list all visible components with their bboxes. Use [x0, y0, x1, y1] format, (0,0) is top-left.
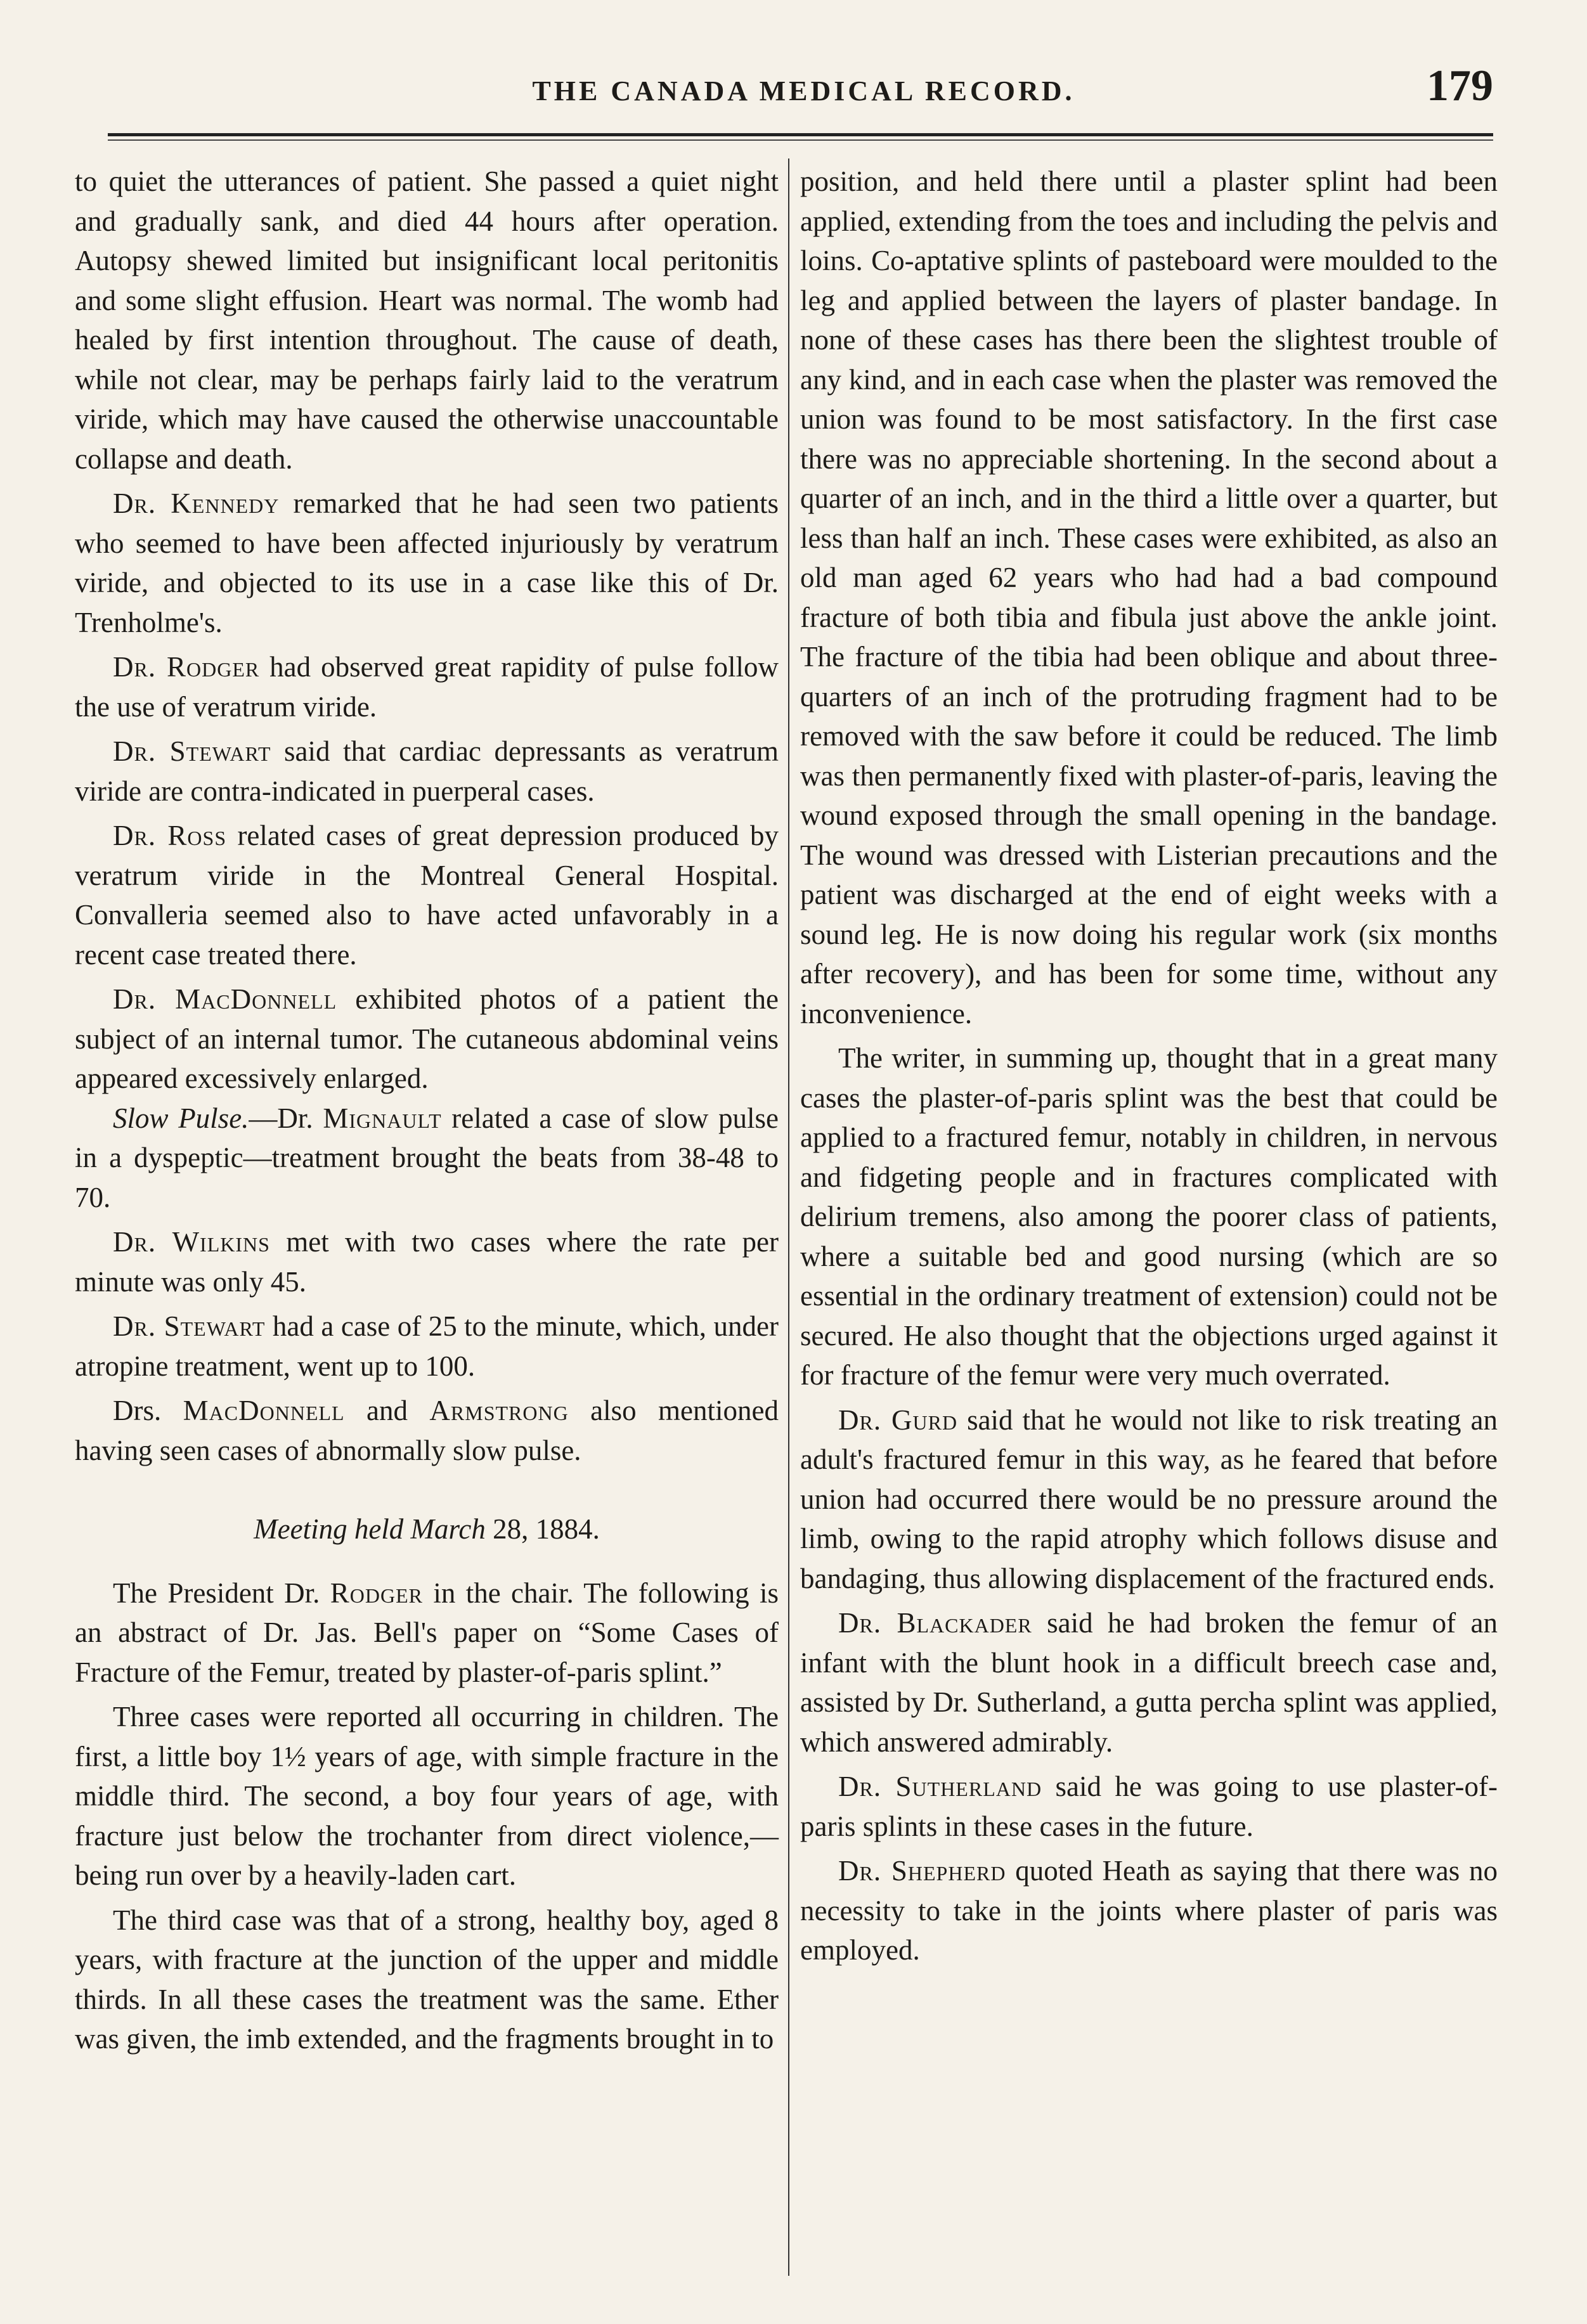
speaker-name: Mignault: [323, 1102, 442, 1134]
meeting-date: 28, 1884.: [485, 1513, 600, 1545]
paragraph-text: The third case was that of a strong, healthy boy, aged 8 years, with fracture at the junction of the upper and middle thirds. In all these cases the treatment was the same. Ether was given, the imb extended, and the fragments brought in to: [75, 1904, 779, 2055]
paragraph: [75, 1697, 779, 1895]
section-title: Slow Pulse.: [113, 1102, 249, 1134]
paragraph-text: to quiet the utterances of patient. She passed a quiet night and gradually sank, and died 44 hours after operation. Autopsy shewed limited but insignificant local peritonitis and some slight effusion. Heart was normal. The womb had healed by first intention throughout. The cause of death, while not clear, may be perhaps fairly laid to the veratrum viride, which may have caused the otherwise unaccountable collapse and death.: [75, 165, 779, 475]
paragraph-text: position, and held there until a plaster splint had been applied, extending from the toes and including the pelvis and loins. Co-aptative splints of pasteboard were moulded to the leg and applied between the layers of plaster bandage. In none of these cases has there been the slightest trouble of any kind, and in each case when the plaster was removed the union was found to be most satisfactory. In the first case there was no appreciable shortening. In the second about a quarter of an inch, and in the third a little over a quarter, but less than half an inch. These cases were exhibited, as also an old man aged 62 years who had had a bad compound fracture of both tibia and fibula just above the ankle joint. The fracture of the tibia had been oblique and about three-quarters of an inch of the protruding fragment had to be removed with the saw before it could be reduced. The limb was then permanently fixed with plaster-of-paris, leaving the wound exposed through the small opening in the bandage. The wound was dressed with Listerian precautions and the patient was discharged at the end of eight weeks with a sound leg. He is now doing his regular work (six months after recovery), and has been for some time, without any inconvenience.: [800, 165, 1498, 1030]
paragraph-text: in the chair. The following is an abstract of Dr. Jas. Bell's paper on “Some Cases of Fracture of the Femur, treated by plaster-of-paris splint.”: [75, 1577, 779, 1688]
speaker-name: MacDonnell: [183, 1395, 345, 1426]
paragraph: [75, 732, 779, 811]
paragraph: [800, 1400, 1498, 1599]
paragraph: [75, 647, 779, 726]
header-rule-thin: [108, 139, 1493, 141]
paragraph-text: said he had broken the femur of an infant with the blunt hook in a difficult breech case and, assisted by Dr. Sutherland, a gutta percha splint was applied, which answered admirably.: [800, 1607, 1498, 1758]
paragraph-text: Drs.: [113, 1395, 183, 1426]
paragraph: [75, 162, 779, 479]
page-header: [114, 56, 1493, 132]
paragraph-text: The President Dr.: [113, 1577, 330, 1609]
speaker-name: Dr. Rodger: [113, 651, 260, 683]
paragraph-text: —Dr.: [249, 1102, 323, 1134]
paragraph-text: remarked that he had seen two patients who seemed to have been affected injuriously by veratrum viride, and objected to its use in a case like this of Dr. Trenholme's.: [75, 487, 779, 638]
paragraph: [75, 484, 779, 642]
paragraph-text: exhibited photos of a patient the subject of an internal tumor. The cutaneous abdominal veins appeared excessively enlarged.: [75, 983, 779, 1094]
paragraph: [75, 1099, 779, 1218]
paragraph: [800, 1767, 1498, 1846]
paragraph-text: also mentioned having seen cases of abnormally slow pulse.: [75, 1395, 779, 1466]
meeting-heading-text: Meeting held March: [254, 1513, 486, 1545]
right-column: [800, 162, 1498, 1970]
paragraph-text: related a case of slow pulse in a dyspeptic—treatment brought the beats from 38-48 to 70.: [75, 1102, 779, 1213]
paragraph: [75, 1573, 779, 1693]
running-title: THE CANADA MEDICAL RECORD.: [532, 75, 1075, 107]
paragraph: [75, 1307, 779, 1386]
speaker-name: Dr. Sutherland: [838, 1771, 1042, 1802]
speaker-name: Dr. Ross: [113, 820, 227, 851]
paragraph-text: quoted Heath as saying that there was no necessity to take in the joints where plaster of paris was employed.: [800, 1855, 1498, 1966]
paragraph-text: related cases of great depression produced by veratrum viride in the Montreal General Hospital. Convalleria seemed also to have acted unfavorably in a recent case treated there.: [75, 820, 779, 971]
paragraph: [800, 162, 1498, 1033]
speaker-name: Dr. MacDonnell: [113, 983, 337, 1015]
left-column: [75, 162, 779, 2059]
header-rule: [108, 133, 1493, 136]
paragraph: [800, 1603, 1498, 1762]
paragraph-text: Three cases were reported all occurring in children. The first, a little boy 1½ years of age, with simple fracture in the middle third. The second, a boy four years of age, with fracture just below the trochanter from direct violence,—being run over by a heavily-laden cart.: [75, 1701, 779, 1891]
paragraph: [800, 1851, 1498, 1970]
paragraph-text: The writer, in summing up, thought that in a great many cases the plaster-of-paris splint was the best that could be applied to a fractured femur, notably in children, in nervous and fidgeting people and in fractures complicated with delirium tremens, also among the poorer class of patients, where a suitable bed and good nursing (which are so essential in the ordinary treatment of extension) could not be secured. He also thought that the objections urged against it for fracture of the femur were very much overrated.: [800, 1042, 1498, 1391]
paragraph-text: had a case of 25 to the minute, which, under atropine treatment, went up to 100.: [75, 1310, 779, 1382]
paragraph-text: said he was going to use plaster-of-paris splints in these cases in the future.: [800, 1771, 1498, 1842]
speaker-name: Rodger: [330, 1577, 423, 1609]
speaker-name: Dr. Stewart: [113, 735, 271, 767]
paragraph-text: met with two cases where the rate per minute was only 45.: [75, 1226, 779, 1298]
speaker-name: Dr. Kennedy: [113, 487, 280, 519]
paragraph-text: and: [344, 1395, 430, 1426]
speaker-name: Armstrong: [429, 1395, 569, 1426]
speaker-name: Dr. Shepherd: [838, 1855, 1006, 1887]
paragraph: [75, 1391, 779, 1470]
speaker-name: Dr. Blackader: [838, 1607, 1032, 1639]
meeting-heading: [75, 1509, 779, 1549]
page-number: 179: [1427, 61, 1493, 110]
paragraph-text: said that cardiac depressants as veratrum viride are contra-indicated in puerperal cases.: [75, 735, 779, 807]
paragraph: [800, 1038, 1498, 1395]
paragraph: [75, 816, 779, 974]
paragraph: [75, 1222, 779, 1301]
speaker-name: Dr. Gurd: [838, 1404, 958, 1436]
paragraph-text: had observed great rapidity of pulse follow the use of veratrum viride.: [75, 651, 779, 723]
speaker-name: Dr. Wilkins: [113, 1226, 270, 1258]
paragraph-text: said that he would not like to risk treating an adult's fractured femur in this way, as he feared that before union had occurred there would be no pressure around the limb, owing to the rapid atrophy which follows disuse and bandaging, thus allowing displacement of the fractured ends.: [800, 1404, 1498, 1594]
column-divider: [788, 158, 789, 2276]
paragraph: [75, 1901, 779, 2059]
speaker-name: Dr. Stewart: [113, 1310, 266, 1342]
paragraph: [75, 979, 779, 1099]
